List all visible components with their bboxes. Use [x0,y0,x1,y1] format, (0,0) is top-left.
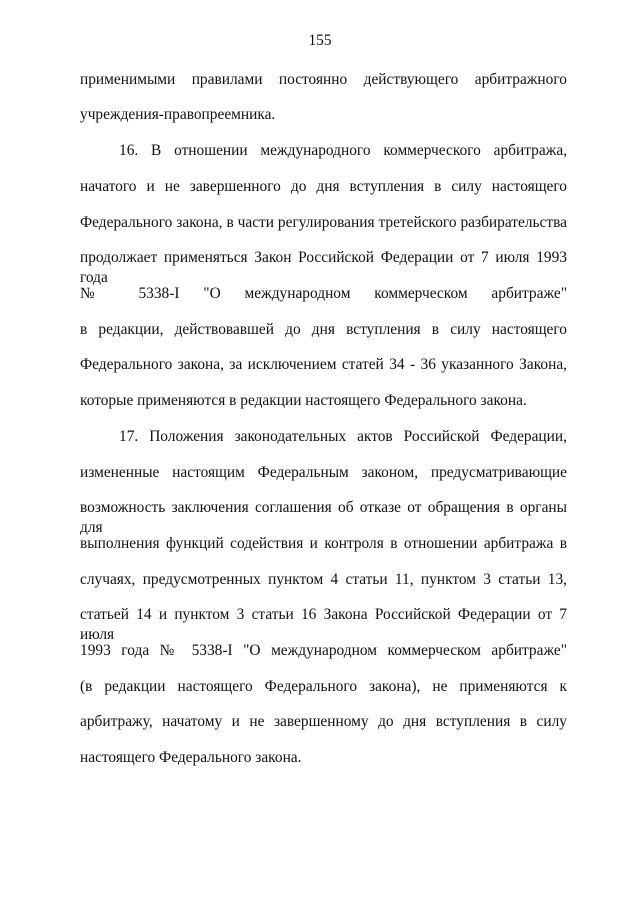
text-line: выполнения функций содействия и контроля в отношении арбитража в [80,535,567,552]
text-line: 1993 года № 5338-I "О международном коммерческом арбитраже" [80,642,567,659]
text-line: учреждения-правопреемника. [80,106,276,123]
text-line: в редакции, действовавшей до дня вступления в силу настоящего [80,321,567,338]
text-line: настоящего Федерального закона. [80,749,302,766]
text-line: статьей 14 и пунктом 3 статьи 16 Закона Российской Федерации от 7 июля [80,606,567,643]
page-number: 155 [308,32,332,49]
text-line: применимыми правилами постоянно действующего арбитражного [80,71,567,88]
text-line: продолжает применяться Закон Российской Федерации от 7 июля 1993 года [80,249,567,286]
text-line: № 5338-I "О международном коммерческом арбитраже" [80,285,567,302]
text-line: измененные настоящим Федеральным законом, предусматривающие [80,464,567,481]
paragraph-17-first-line: 17. Положения законодательных актов Российской Федерации, [119,428,567,445]
text-line: Федерального закона, в части регулирования третейского разбирательства [80,214,567,231]
text-line: арбитражу, начатому и не завершенному до дня вступления в силу [80,713,567,730]
text-line: возможность заключения соглашения об отказе от обращения в органы для [80,499,567,536]
text-line: случаях, предусмотренных пунктом 4 статьи 11, пунктом 3 статьи 13, [80,571,567,588]
text-line: начатого и не завершенного до дня вступления в силу настоящего [80,178,567,195]
paragraph-16-first-line: 16. В отношении международного коммерческого арбитража, [119,142,567,159]
text-line: которые применяются в редакции настоящего Федерального закона. [80,392,527,409]
text-line: (в редакции настоящего Федерального закона), не применяются к [80,678,567,695]
text-line: Федерального закона, за исключением статей 34 - 36 указанного Закона, [80,356,567,373]
